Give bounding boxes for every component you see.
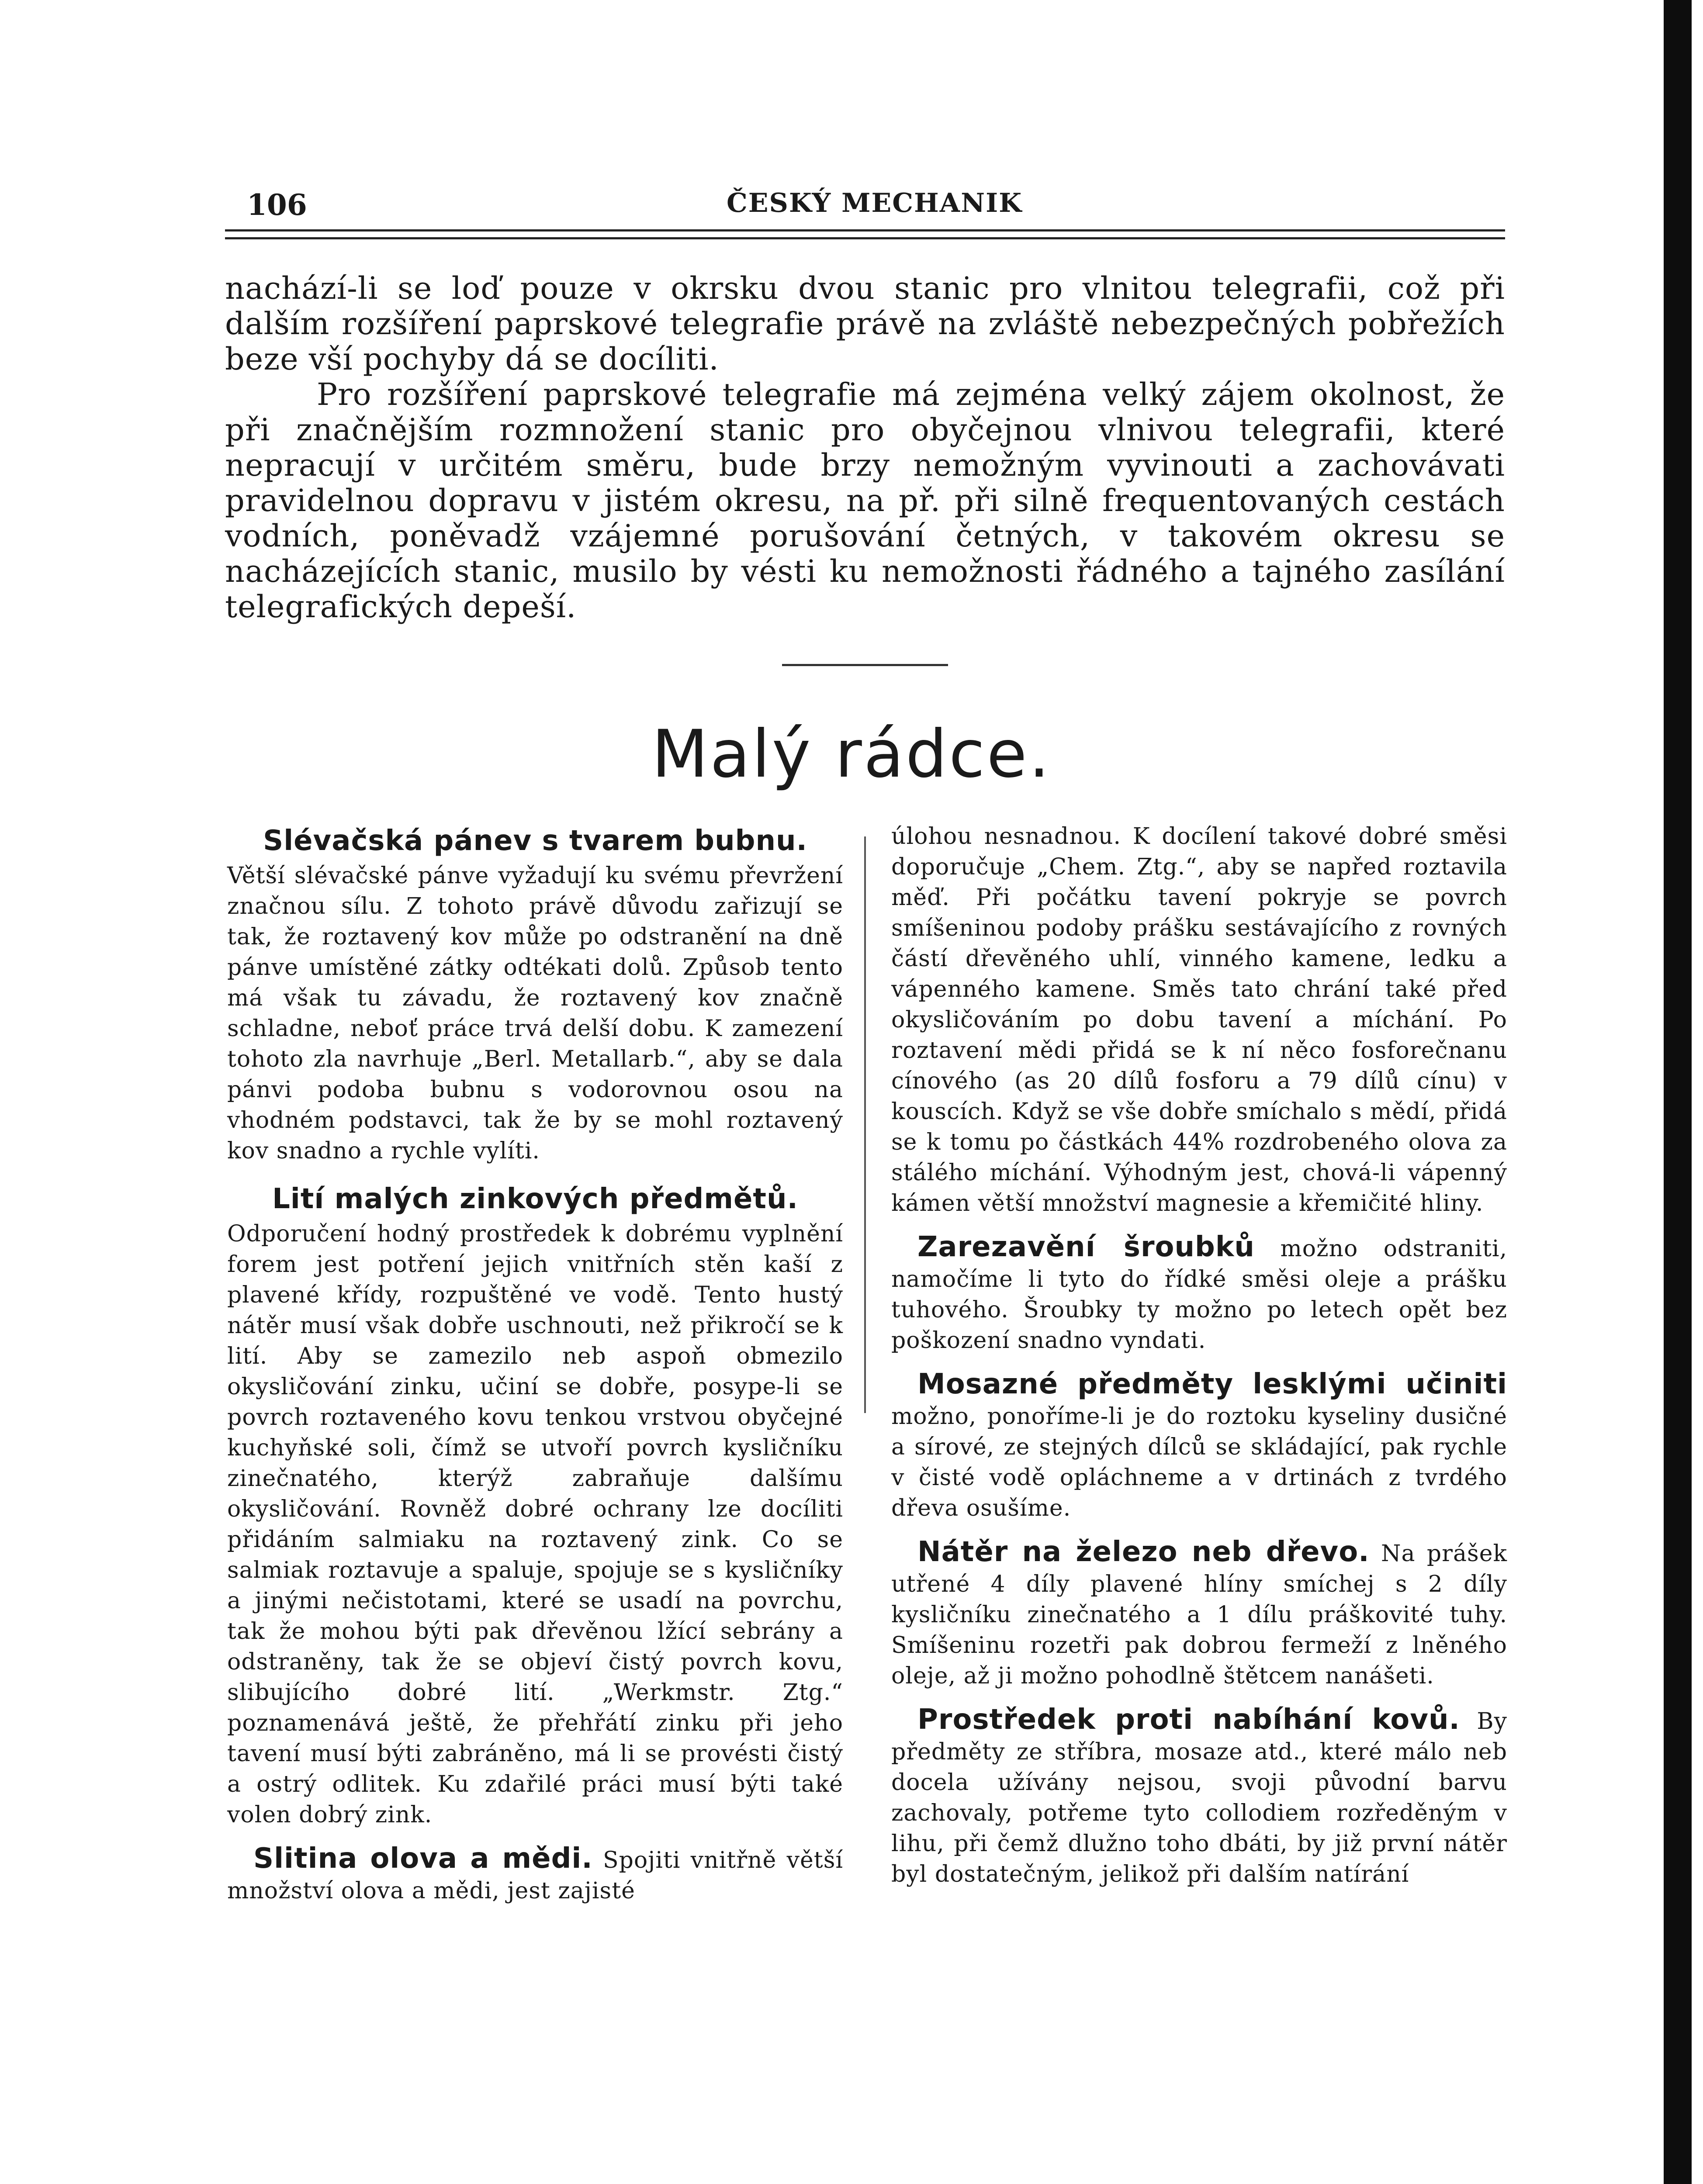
article-heading-brass: Mosazné předměty lesklými učiniti (917, 1368, 1507, 1400)
scan-edge-bar (1664, 0, 1692, 2184)
separator-rule (782, 664, 948, 666)
article-lead-alloy (227, 1843, 843, 1906)
header-rule-top (225, 229, 1505, 232)
article-heading-coating: Nátěr na železo neb dřevo. (917, 1536, 1370, 1568)
article-heading-tarnish: Prostředek proti nabíhání kovů. (917, 1704, 1460, 1736)
article-brass (891, 1369, 1507, 1524)
left-column (227, 821, 843, 1906)
article-body-drum-ladle: Větší slévačské pánve vyžadují ku svému převržení značnou sílu. Z tohoto právě důvodu zařizují se tak, že roztavený kov může po odstranění na dně pánve umístěné zátky odtékati dolů. Způsob tento má však tu závadu, že roztavený kov značně schladne, neboť práce trvá delší dobu. K zamezení tohoto zla navrhuje „Berl. Metallarb.“, aby se dala pánvi podoba bubnu s vodorovnou osou na vhodném podstavci, tak že by se mohl roztavený kov snadno a rychle vylíti. (227, 863, 843, 1164)
article-body-brass: možno, ponoříme-li je do roztoku kyseliny dusičné a sírové, ze stejných dílců se skládající, pak rychle v čisté vodě opláchneme a v drtinách z tvrdého dřeva osušíme. (891, 1403, 1507, 1521)
right-column (891, 821, 1507, 1890)
article-tarnish (891, 1704, 1507, 1890)
column-divider (864, 836, 866, 1413)
section-title: Malý rádce. (651, 716, 1052, 792)
article-heading-zinc-casting: Lití malých zinkových předmětů. (272, 1183, 798, 1215)
article-coating (891, 1537, 1507, 1691)
article-heading-alloy: Slitina olova a mědi. (253, 1842, 593, 1875)
article-heading-drum-ladle: Slévačská pánev s tvarem bubnu. (263, 825, 807, 857)
article-body-screws: možno odstraniti, namočíme li tyto do řídké směsi oleje a prášku tuhového. Šroubky ty možno po letech opět bez poškození snadno vyndati. (891, 1236, 1508, 1354)
page-number: 106 (247, 188, 307, 222)
article-body-zinc-casting: Odporučení hodný prostředek k dobrému vyplnění forem jest potření jejich vnitřních stěn kaší z plavené křídy, rozpuštěné ve vodě. Tento hustý nátěr musí však dobře uschnouti, než přikročí se k lití. Aby se zamezilo neb aspoň obmezilo okysličování zinku, učiní se dobře, posype-li se povrch roztaveného kovu tenkou vrstvou obyčejné kuchyňské soli, čímž se utvoří povrch kysličníku zinečnatého, kterýž zabraňuje dalšímu okysličování. Rovněž dobré ochrany lze docíliti přidáním salmiaku na roztavený zink. Co se salmiak roztavuje a spaluje, spojuje se s kysličníky a jinými nečistotami, které se usadí na povrchu, tak že mohou býti pak dřevěnou lžící sebrány a odstraněny, tak že se objeví čistý povrch kovu, slibujícího dobré lití. „Werkmstr. Ztg.“ poznamenává ještě, že přehřátí zinku při jeho tavení musí býti zabráněno, má li se provésti čistý a ostrý odlitek. Ku zdařilé práci musí býti také volen dobrý zink. (227, 1221, 843, 1828)
article-heading-screws: Zarezavění šroubků (917, 1231, 1255, 1263)
article-screws (891, 1232, 1507, 1356)
page-header (225, 188, 1505, 227)
article-body-alloy-continued: úlohou nesnadnou. K docílení takové dobré směsi doporučuje „Chem. Ztg.“, aby se napřed roztavila měď. Při počátku tavení pokryje se povrch smíšeninou podoby prášku sestávajícího z rovných částí dřevěného uhlí, vinného kamene, ledku a vápenného kamene. Směs tato chrání také před okysličováním po dobu tavení a míchání. Po roztavení mědi přidá se k ní něco fosforečnanu cínového (as 20 dílů fosforu a 79 dílů cínu) v kouscích. Když se vše dobře smíchalo s mědí, přidá se k tomu po částkách 44% rozdrobeného olova za stálého míchání. Výhodným jest, chová-li vápenný kámen větší množství magnesie a křemičité hliny. (891, 823, 1507, 1216)
article-body-tarnish: By předměty ze stříbra, mosaze atd., které málo neb docela užívány nejsou, svoji původní barvu zachovaly, potřeme tyto collodiem rozředěným v lihu, při čemž dlužno toho dbáti, by již první nátěr byl dostatečným, jelikož při dalším natírání (891, 1708, 1507, 1887)
article-body-alloy: Spojiti vnitřně větší množství olova a mědi, jest zajisté (227, 1847, 844, 1904)
article-body-coating: Na prášek utřené 4 díly plavené hlíny smíchej s 2 díly kysličníku zinečnatého a 1 dílu práškovité tuhy. Smíšeninu rozetři pak dobrou fermeží z lněného oleje, až ji možno pohodlně štětcem nanášeti. (891, 1541, 1507, 1689)
intro-text (225, 271, 1505, 625)
running-title: ČESKÝ MECHANIK (727, 188, 1023, 218)
header-rule-bottom (225, 237, 1505, 239)
intro-paragraph-2: Pro rozšíření paprskové telegrafie má zejména velký zájem okolnost, že při značnějším rozmnožení stanic pro obyčejnou vlnivou telegrafii, které nepracují v určitém směru, bude brzy nemožným vyvinouti a zachovávati pravidelnou dopravu v jistém okresu, na př. při silně frequentovaných cestách vodních, poněvadž vzájemné porušování četných, v takovém okresu se nacházejících stanic, musilo by vésti ku nemožnosti řádného a tajného zasílání telegrafických depeší. (225, 377, 1505, 625)
intro-paragraph-1: nachází-li se loď pouze v okrsku dvou stanic pro vlnitou telegrafii, což při dalším rozšíření paprskové telegrafie právě na zvláště nebezpečných pobřežích beze vší pochyby dá se docíliti. (225, 270, 1505, 377)
